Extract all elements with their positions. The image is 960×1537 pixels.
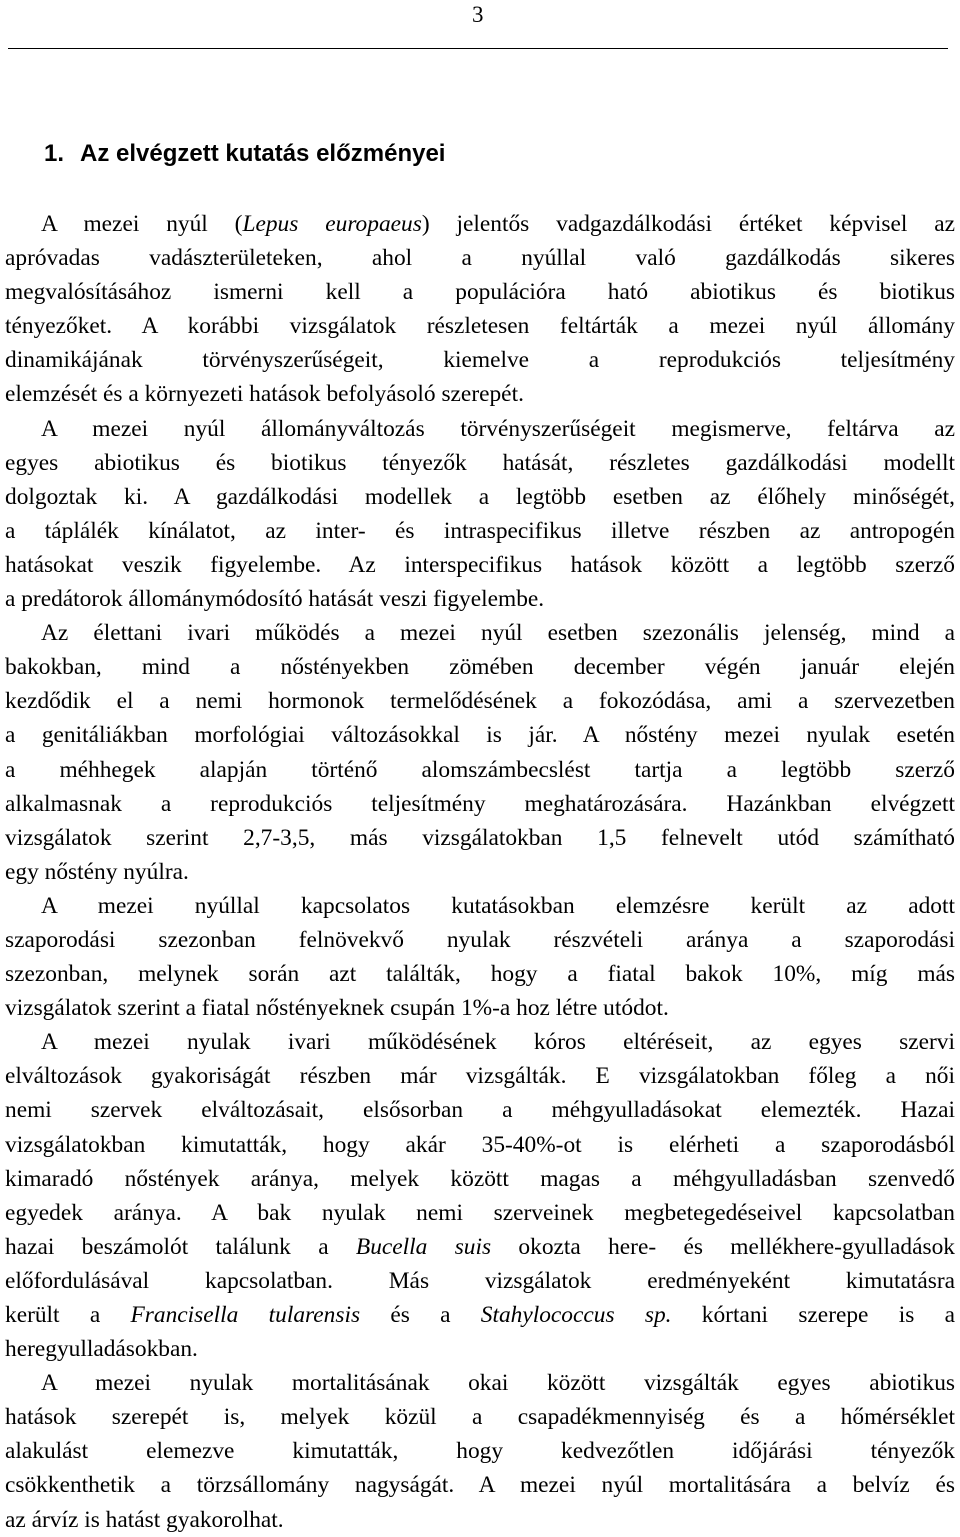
text-line: nemi szervek elváltozásait, elsősorban a méhgyulladásokat elemezték. Hazai [5,1097,955,1124]
text-line: a táplálék kínálatot, az inter- és intraspecifikus illetve részben az antropogén [5,517,955,544]
text-line: hatásokat veszik figyelembe. Az interspecifikus hatások között a legtöbb szerző [5,551,955,578]
section-number: 1. [44,140,65,167]
text-line: került a Francisella tularensis és a Stahylococcus sp. kórtani szerepe is a [5,1302,955,1328]
body-text [5,207,955,1537]
species-name: Francisella tularensis [130,1302,361,1328]
text-line: A mezei nyulak mortalitásának okai között vizsgálták egyes abiotikus [41,1370,955,1397]
text-line: csökkenthetik a törzsállomány nagyságát. A mezei nyúl mortalitására a belvíz és [5,1472,955,1499]
text-line: Az élettani ivari működés a mezei nyúl esetben szezonális jelenség, mind a [41,620,955,647]
text-line: alakulást elemezve kimutatták, hogy kedvezőtlen időjárási tényezők [5,1438,955,1465]
text-line: a méhhegek alapján történő alomszámbecslést tartja a legtöbb szerző [5,756,955,783]
text-line: bakokban, mind a nőstényekben zömében december végén január elején [5,654,955,681]
text-line: szezonban, melynek során azt találták, hogy a fiatal bakok 10%, míg más [5,961,955,988]
text-line: egyes abiotikus és biotikus tényezők hatását, részletes gazdálkodási modellt [5,449,955,476]
text-line: dinamikájának törvényszerűségeit, kiemelve a reprodukciós teljesítmény [5,347,955,374]
text-line: elváltozások gyakoriságát részben már vizsgálták. E vizsgálatokban főleg a női [5,1063,955,1090]
page-number: 3 [472,2,484,27]
text-line: megvalósításához ismerni kell a populációra ható abiotikus és biotikus [5,279,955,306]
text-line: vizsgálatok szerint a fiatal nőstényeknek csupán 1%-a hoz létre utódot. [5,995,669,1022]
text-line: a genitáliákban morfológiai változásokkal is jár. A nőstény mezei nyulak esetén [5,722,955,749]
text-line: elemzését és a környezeti hatások befolyásoló szerepét. [5,381,524,408]
species-name: Stahylococcus sp. [480,1302,672,1328]
species-name: Bucella suis [355,1233,492,1260]
species-name: Lepus europaeus [242,211,422,237]
text-line: dolgoztak ki. A gazdálkodási modellek a legtöbb esetben az élőhely minőségét, [5,483,955,510]
text-line: heregyulladásokban. [5,1336,198,1363]
text-line: a predátorok állománymódosító hatását veszi figyelembe. [5,586,545,613]
section-heading [44,139,445,169]
text-line: előfordulásával kapcsolatban. Más vizsgálatok eredményeként kimutatásra [5,1267,955,1294]
text-line: A mezei nyúllal kapcsolatos kutatásokban elemzésre került az adott [41,892,955,919]
text-line: hatások szerepét is, melyek közül a csapadékmennyiség és a hőmérséklet [5,1404,955,1431]
text-line: kezdődik el a nemi hormonok termelődésének a fokozódása, ami a szervezetben [5,688,955,715]
text-line: szaporodási szezonban felnövekvő nyulak részvételi aránya a szaporodási [5,926,955,953]
text-line: vizsgálatokban kimutatták, hogy akár 35-40%-ot is elérheti a szaporodásból [5,1131,955,1158]
text-line: alkalmasnak a reprodukciós teljesítmény meghatározására. Hazánkban elvégzett [5,790,955,817]
text-line: egyedek aránya. A bak nyulak nemi szerveinek megbetegedéseivel kapcsolatban [5,1199,955,1226]
text-line: apróvadas vadászterületeken, ahol a nyúllal való gazdálkodás sikeres [5,245,955,272]
text-line: A mezei nyúl állományváltozás törvényszerűségeit megismerve, feltárva az [41,415,955,442]
text-line: A mezei nyúl (Lepus europaeus) jelentős vadgazdálkodási értéket képvisel az [41,211,955,237]
header-rule [8,48,948,49]
text-line: egy nőstény nyúlra. [5,858,189,885]
section-title: Az elvégzett kutatás előzményei [80,140,446,167]
text-line: vizsgálatok szerint 2,7-3,5, más vizsgálatokban 1,5 felnevelt utód számítható [5,824,955,851]
text-line: A mezei nyulak ivari működésének kóros eltéréseit, az egyes szervi [41,1029,955,1056]
text-line: tényezőket. A korábbi vizsgálatok részletesen feltárták a mezei nyúl állomány [5,313,955,340]
text-line: hazai beszámolót találunk a Bucella suis okozta here- és mellékhere-gyulladások [5,1233,955,1260]
text-line: kimaradó nőstények aránya, melyek között magas a méhgyulladásban szenvedő [5,1165,955,1192]
text-line: az árvíz is hatást gyakorolhat. [5,1506,284,1533]
